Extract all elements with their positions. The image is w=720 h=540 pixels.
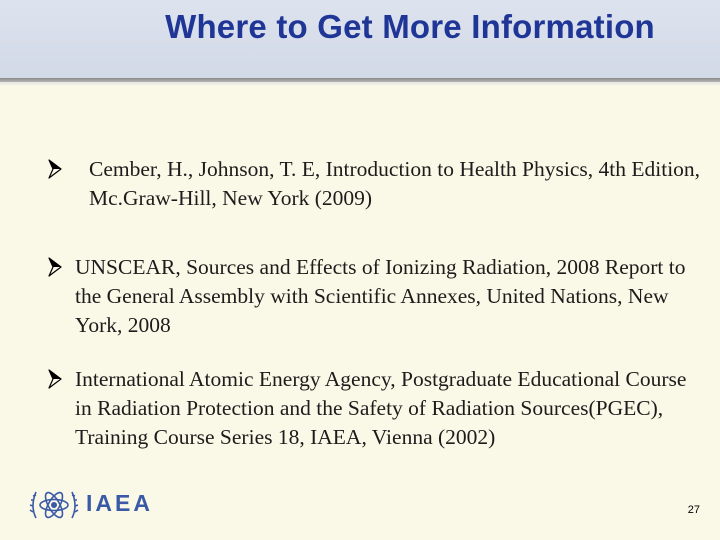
- reference-item: [48, 365, 708, 452]
- reference-item: [48, 155, 708, 213]
- arrow-bullet-icon: [48, 257, 62, 277]
- iaea-emblem-icon: [28, 482, 80, 530]
- arrow-bullet-icon: [48, 369, 62, 389]
- slide-title: Where to Get More Information: [165, 8, 655, 45]
- arrow-bullet-icon: [48, 159, 62, 179]
- reference-text: UNSCEAR, Sources and Effects of Ionizing Radiation, 2008 Report to the General Assembly with Scientific Annexes, United Nations, New York, 2008: [75, 255, 686, 337]
- header-band: [0, 0, 720, 78]
- iaea-logo-text: IAEA: [86, 490, 153, 516]
- page-number: 27: [687, 504, 700, 516]
- reference-item: [48, 253, 708, 340]
- reference-text: Cember, H., Johnson, T. E, Introduction to Health Physics, 4th Edition, Mc.Graw-Hill, New York (2009): [89, 157, 701, 210]
- reference-text: International Atomic Energy Agency, Postgraduate Educational Course in Radiation Protection and the Safety of Radiation Sources(PGEC), Training Course Series 18, IAEA, Vienna (2002): [75, 367, 687, 449]
- header-divider-shadow: [0, 82, 720, 86]
